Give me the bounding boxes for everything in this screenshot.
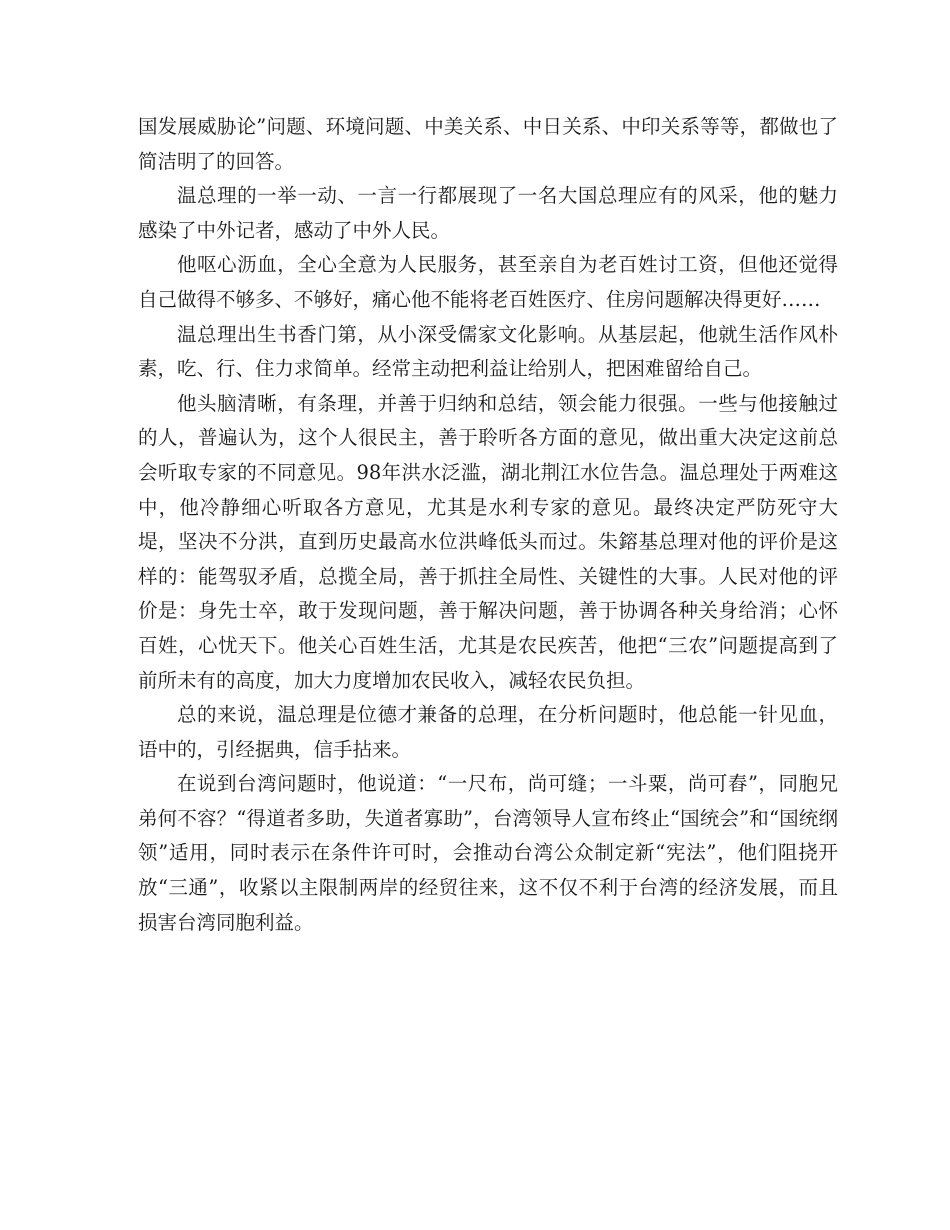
paragraph-taiwan: 在说到台湾问题时，他说道：“一尺布，尚可缝；一斗粟，尚可舂”，同胞兄弟何不容？“得道者多助，失道者寡助”，台湾领导人宣布终止“国统会”和“国统纲领”适用，同时表示在条件许可时，会推动台湾公众制定新“宪法”，他们阻挠开放“三通”，收紧以主限制两岸的经贸往来，这不仅不利于台湾的经济发展，而且损害台湾同胞利益。: [138, 772, 838, 934]
paragraph-background: 温总理出生书香门第，从小深受儒家文化影响。从基层起，他就生活作风朴素，吃、行、住力求简单。经常主动把利益让给别人，把困难留给自己。: [138, 322, 838, 381]
document-body: [138, 110, 838, 940]
paragraph-leadership: 他头脑清晰，有条理，并善于归纳和总结，领会能力很强。一些与他接触过的人，普遍认为，这个人很民主，善于聆听各方面的意见，做出重大决定这前总会听取专家的不同意见。98年洪水泛滥，湖北荆江水位告急。温总理处于两难这中，他冷静细心听取各方意见，尤其是水利专家的意见。最终决定严防死守大堤，坚决不分洪，直到历史最高水位洪峰低头而过。朱鎔基总理对他的评价是这样的：能驾驭矛盾，总揽全局，善于抓拄全局性、关键性的大事。人民对他的评价是：身先士卒，敢于发现问题，善于解决问题，善于协调各种关身给消；心怀百姓，心忧天下。他关心百姓生活，尤其是农民疾苦，他把“三农”问题提高到了前所未有的高度，加大力度增加农民收入，减轻农民负担。: [138, 391, 838, 692]
paragraph-continuation: 国发展威胁论”问题、环境问题、中美关系、中日关系、中印关系等等，都做也了简洁明了的回答。: [138, 115, 838, 173]
paragraph-demeanor: 温总理的一举一动、一言一行都展现了一名大国总理应有的风采，他的魅力感染了中外记者，感动了中外人民。: [138, 184, 838, 242]
paragraph-summary: 总的来说，温总理是位德才兼备的总理，在分析问题时，他总能一针见血，语中的，引经据典，信手拈来。: [138, 703, 838, 761]
paragraph-service: 他呕心沥血，全心全意为人民服务，甚至亲自为老百姓讨工资，但他还觉得自己做得不够多、不够好，痛心他不能将老百姓医疗、住房问题解决得更好……: [138, 253, 838, 311]
